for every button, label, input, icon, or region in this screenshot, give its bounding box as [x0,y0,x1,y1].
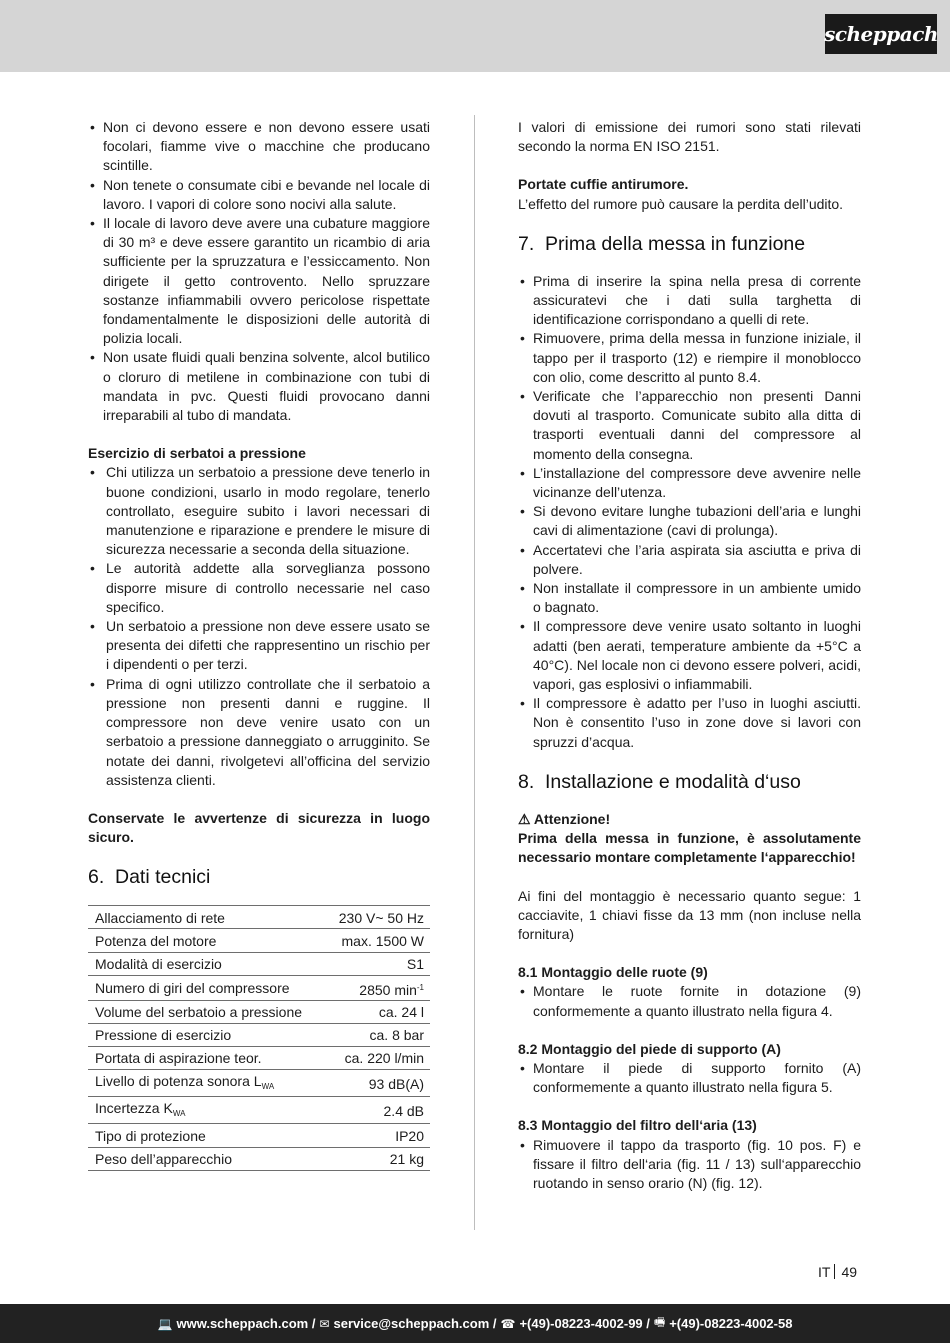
table-row [88,929,430,952]
column-divider [474,115,475,1230]
spec-value: S1 [324,952,430,975]
section-number: 8. [518,770,535,793]
spec-value-text: 2850 min [359,981,417,998]
page-number [818,1264,857,1280]
spec-label: Peso dell’apparecchio [88,1147,324,1170]
spec-label: Numero di giri del compressore [88,975,324,1000]
spec-label-subscript: WA [261,1082,275,1092]
section-8-1-bullets [518,982,861,1020]
list-item: • Un serbatoio a pressione non deve essere usato se presenta dei difetti che rappresentino un rischio per i dipendenti o per terzi. [88,617,430,675]
table-row [88,1147,430,1170]
section-title-text: Prima della messa in funzione [545,232,806,255]
mail-icon: ✉ [319,1316,330,1331]
list-item: • Prima di ogni utilizzo controllate che il serbatoio a pressione non presenti danni e ruggine. Il compressore non deve venire usato con un serbatoio a pressione danneggiato o arrugginito. Se notate dei danni, rivolgetevi all’officina del servizio assistenza clienti. [88,675,430,790]
section-6-title [88,865,430,889]
spec-value: 21 kg [324,1147,430,1170]
spec-label: Allacciamento di rete [88,906,324,929]
spec-value: 230 V~ 50 Hz [324,906,430,929]
table-row [88,1046,430,1069]
list-item: • Il compressore è adatto per l’uso in luoghi asciutti. Non è consentito l’uso in zone dove si lavori con spruzzi d’acqua. [518,694,861,752]
list-item: • Verificate che l’apparecchio non presenti Danni dovuti al trasporto. Comunicate subito alla ditta di trasporti eventuali danni del compressore al momento della consegna. [518,387,861,464]
phone-icon: ☎ [500,1316,516,1331]
right-column [518,118,861,1193]
list-item: • Accertatevi che l’aria aspirata sia asciutta e priva di polvere. [518,541,861,579]
ear-protection-heading: Portate cuffie antirumore. [518,176,689,193]
spec-label-subscript: WA [172,1109,186,1119]
list-item: • Montare le ruote fornite in dotazione (9) conformemente a quanto illustrato nella figura 4. [518,982,861,1020]
list-item: • Montare il piede di supporto fornito (A) conformemente a quanto illustrato nella figura 5. [518,1059,861,1097]
table-row [88,1023,430,1046]
attention-label: ⚠ Attenzione! [518,810,611,827]
assembly-text: Ai fini del montaggio è necessario quanto segue: 1 cacciavite, 1 chiavi fisse da 13 mm (non incluse nella fornitura) [518,887,861,942]
spec-value: 93 dB(A) [324,1070,430,1097]
list-item: • Non usate fluidi quali benzina solvente, alcol butilico o cloruro di metilene in combinazione con tubi di mandata in pvc. Questi fluidi provocano danni irreparabili al tubo di mandata. [88,348,430,425]
spec-label: Pressione di esercizio [88,1023,324,1046]
list-item: • Non installate il compressore in un ambiente umido o bagnato. [518,579,861,617]
ear-protection-text: L’effetto del rumore può causare la perdita dell’udito. [518,195,844,212]
table-row [88,1000,430,1023]
list-item: • L’installazione del compressore deve avvenire nelle vicinanze dell’utenza. [518,464,861,502]
list-item: • Il locale di lavoro deve avere una cubature maggiore di 30 m³ e deve essere garantito un ricambio di aria sufficiente per la spruzzatura e l’essiccamento. Non dirigete il getto controvento. Nello spruzzare sostanze infiammabili ovvero pericolose rispettate fondamentalmente le disposizioni delle autorità di polizia locali. [88,214,430,348]
fax-number: +(49)-08223-4002-58 [669,1316,793,1331]
list-item: • Le autorità addette alla sorveglianza possono disporre misure di controllo necessarie nel caso specifico. [88,559,430,617]
left-column [88,118,430,1171]
footer-bar [0,1304,950,1343]
spec-label: Volume del serbatoio a pressione [88,1000,324,1023]
section-title-text: Dati tecnici [115,866,211,889]
computer-icon: 💻 [157,1316,173,1331]
spec-value: ca. 8 bar [324,1023,430,1046]
table-row [88,1070,430,1097]
scheppach-logo: scheppach [825,14,937,54]
table-row [88,906,430,929]
spec-value [324,975,430,1000]
spec-value: max. 1500 W [324,929,430,952]
safety-bullets [88,118,430,425]
specs-table [88,905,430,1170]
table-row [88,975,430,1000]
list-item: • Prima di inserire la spina nella presa di corrente assicuratevi che i dati sulla targhetta di identificazione corrispondano a quelli di rete. [518,272,861,330]
spec-label [88,1097,324,1124]
spec-value: IP20 [324,1124,430,1147]
list-item: • Chi utilizza un serbatoio a pressione deve tenerlo in buone condizioni, usarlo in modo regolare, tenerlo controllato, eseguire subito i lavori necessari di manutenzione e riparazione e prendere le misure di sicurezza necessarie a seconda della situazione. [88,463,430,559]
section-7-title [518,232,861,256]
section-8-3-heading: 8.3 Montaggio del filtro dell‘aria (13) [518,1117,757,1134]
spec-value: ca. 24 l [324,1000,430,1023]
table-row [88,952,430,975]
spec-value: ca. 220 l/min [324,1046,430,1069]
spec-value: 2.4 dB [324,1097,430,1124]
spec-label-text: Livello di potenza sonora L [95,1073,262,1090]
section-8-2-bullets [518,1059,861,1097]
list-item: • Si devono evitare lunghe tubazioni dell’aria e lunghi cavi di alimentazione (cavi di prolunga). [518,502,861,540]
attention-text: Prima della messa in funzione, è assolutamente necessario montare completamente l‘apparecchio! [518,830,861,866]
list-item: • Non tenete o consumate cibi e bevande nel locale di lavoro. I vapori di colore sono nocivi alla salute. [88,176,430,214]
keep-safe-note: Conservate le avvertenze di sicurezza in luogo sicuro. [88,809,430,846]
noise-text: I valori di emissione dei rumori sono stati rilevati secondo la norma EN ISO 2151. [518,119,861,155]
section-number: 7. [518,232,535,255]
page-number-value: 49 [841,1264,858,1280]
pressure-bullets [88,463,430,789]
section-8-title [518,770,861,794]
spec-label: Modalità di esercizio [88,952,324,975]
header-band [0,0,950,72]
spec-label: Portata di aspirazione teor. [88,1046,324,1069]
list-item: • Non ci devono essere e non devono essere usati focolari, fiamme vive o macchine che producano scintille. [88,118,430,176]
section-8-2-heading: 8.2 Montaggio del piede di supporto (A) [518,1040,781,1057]
section-title-text: Installazione e modalità d‘uso [545,770,801,793]
section-number: 6. [88,866,105,889]
fax-icon: 🖷 [653,1315,666,1329]
spec-label: Potenza del motore [88,929,324,952]
phone-number: +(49)-08223-4002-99 / [519,1316,650,1331]
email-link[interactable]: service@scheppach.com / [333,1316,497,1331]
section-8-1-heading: 8.1 Montaggio delle ruote (9) [518,964,708,981]
list-item: • Rimuovere, prima della messa in funzione iniziale, il tappo per il trasporto (12) e riempire il monoblocco con olio, come descritto al punto 8.4. [518,329,861,387]
section-8-3-bullets [518,1136,861,1194]
section-7-bullets [518,272,861,752]
table-row [88,1124,430,1147]
list-item: • Il compressore deve venire usato soltanto in luoghi adatti (ben aerati, temperature ambiente da +5°C a 40°C). Nel locale non ci devono essere polveri, acidi, vapori, gas esplosivi o infiammabili. [518,617,861,694]
spec-label [88,1070,324,1097]
table-row [88,1097,430,1124]
spec-value-superscript: -1 [416,982,424,992]
page-language: IT [818,1264,831,1280]
list-item: • Rimuovere il tappo da trasporto (fig. 10 pos. F) e fissare il filtro dell‘aria (fig. 11 / 13) sull‘apparecchio ruotando in senso orario (N) (fig. 12). [518,1136,861,1194]
pressure-heading: Esercizio di serbatoi a pressione [88,445,306,462]
website-link[interactable]: www.scheppach.com / [176,1316,316,1331]
spec-label: Tipo di protezione [88,1124,324,1147]
spec-label-text: Incertezza K [95,1100,173,1117]
